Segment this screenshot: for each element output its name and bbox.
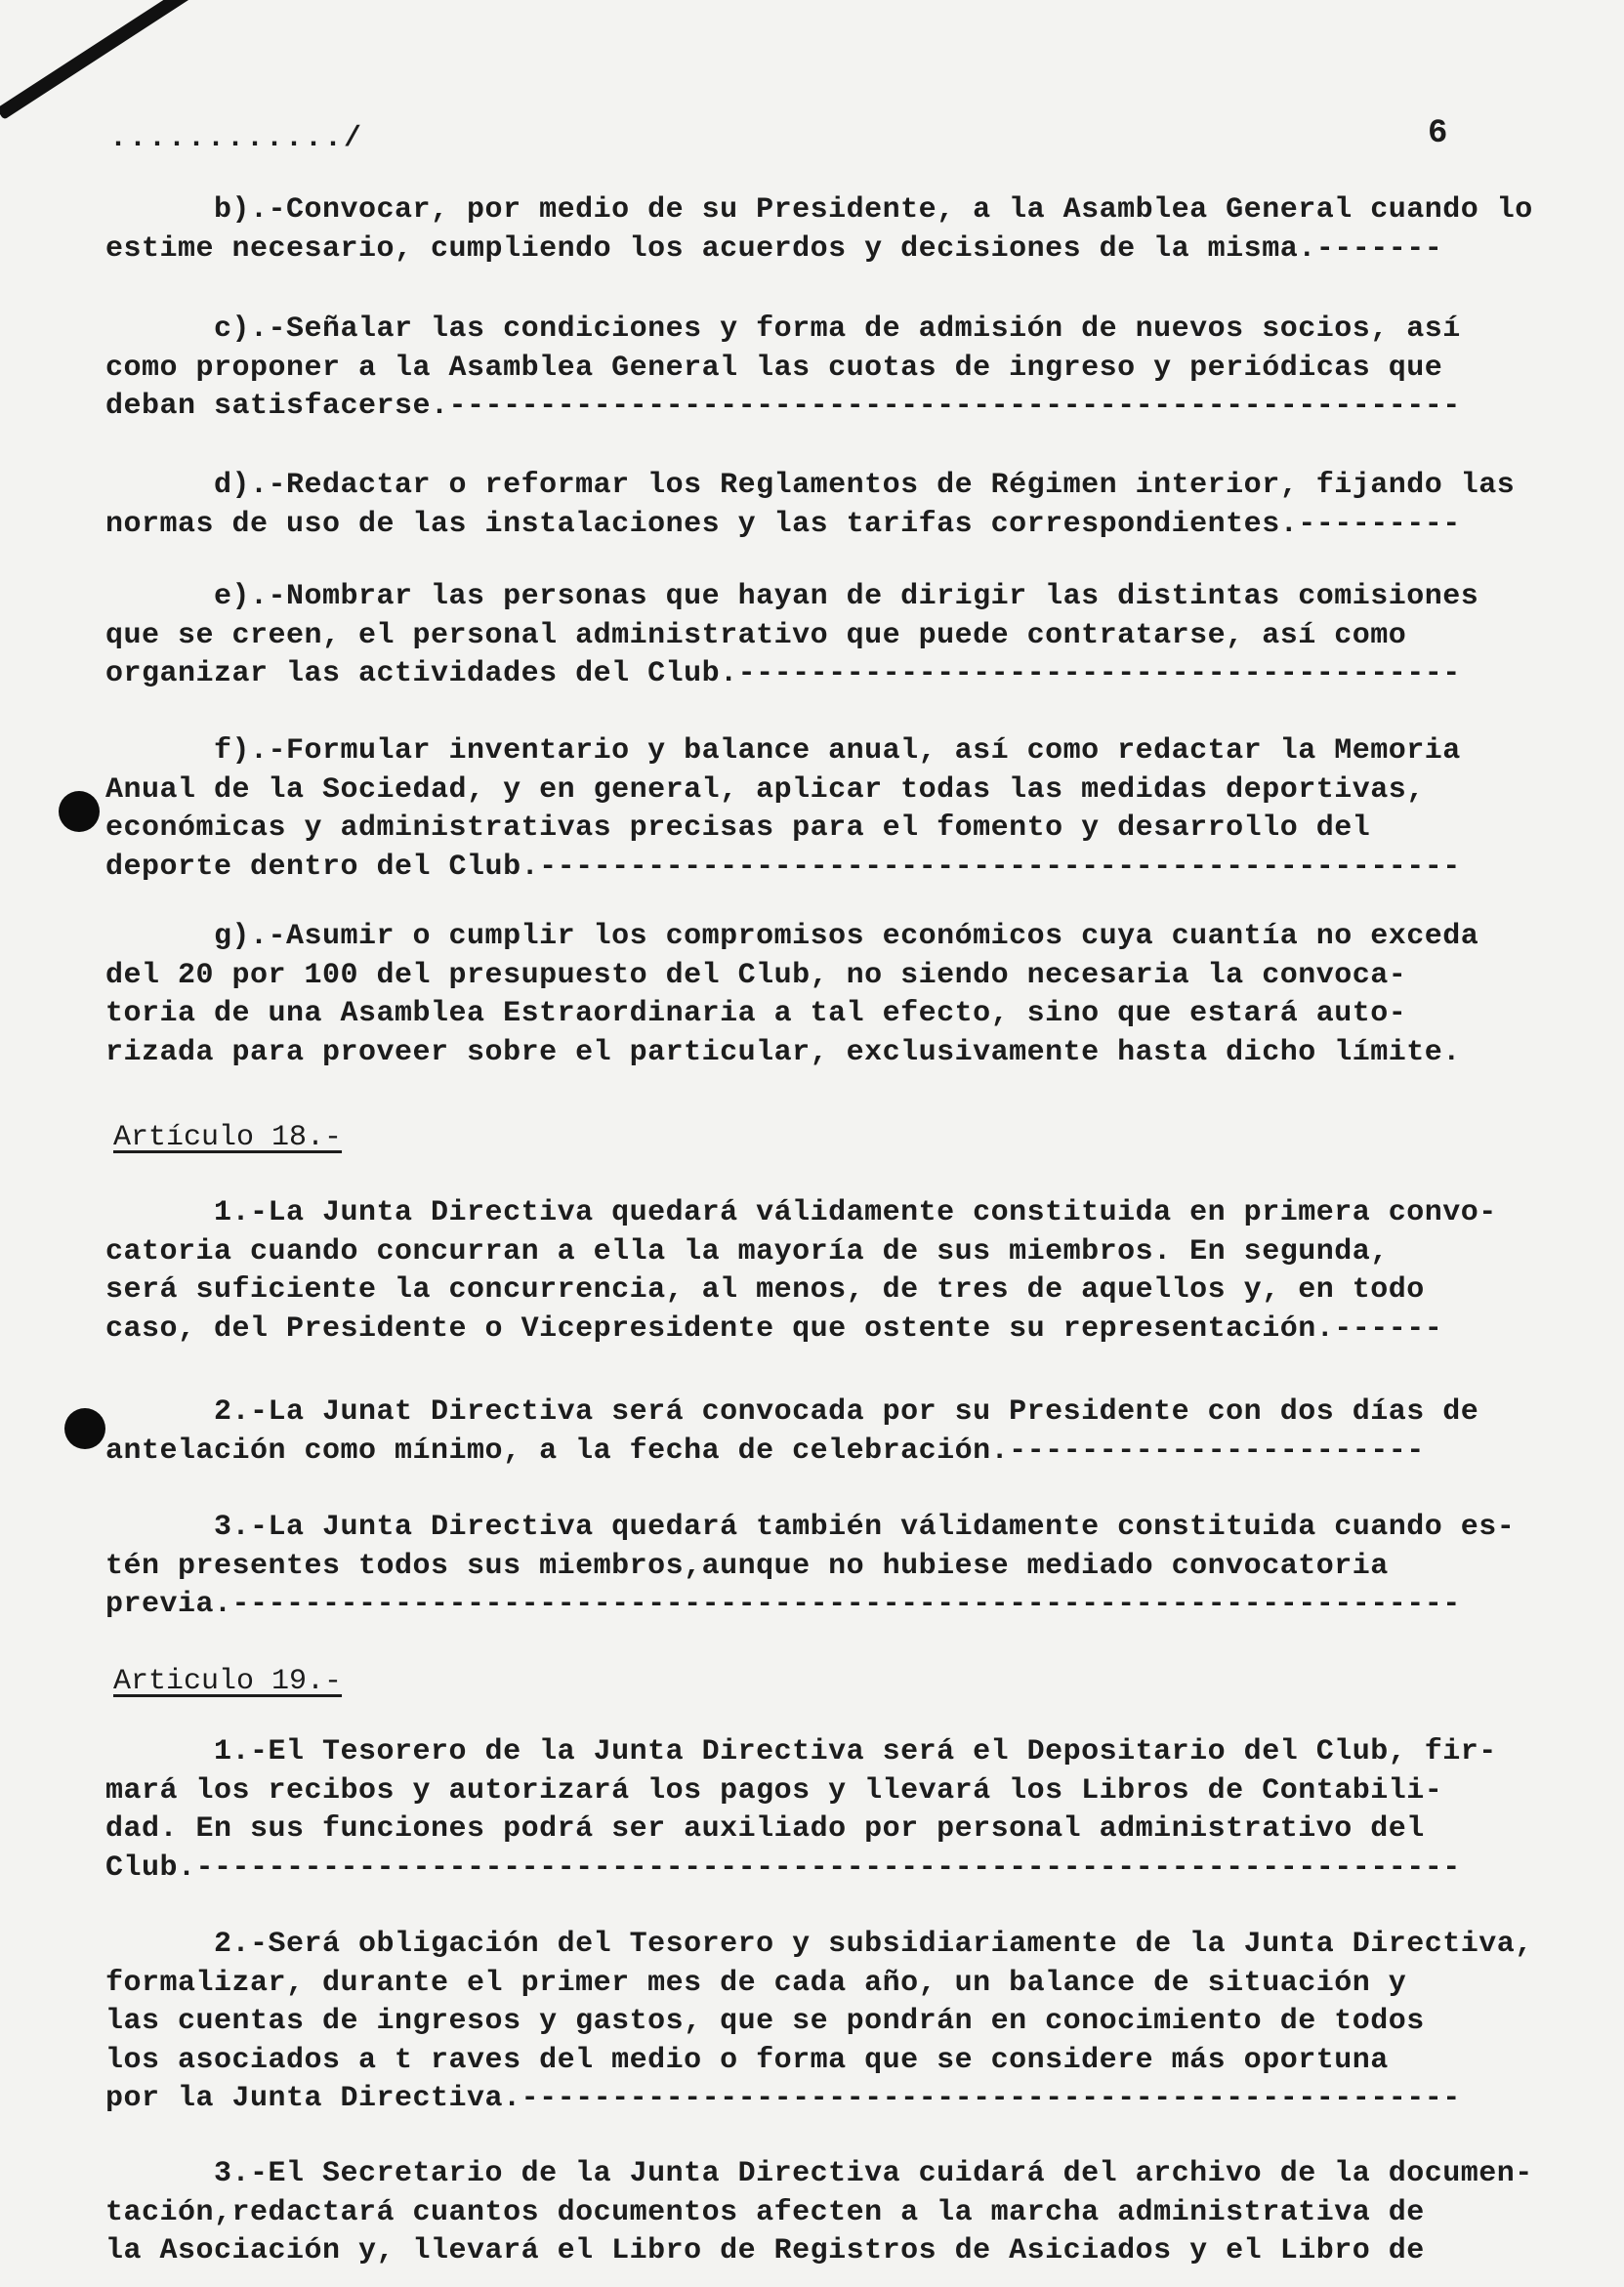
article-19-item-3 — [105, 2155, 1609, 2271]
text-line: mará los recibos y autorizará los pagos y llevará los Libros de Contabili- — [105, 1773, 1443, 1808]
text-line: formalizar, durante el primer mes de cada año, un balance de situación y — [105, 1966, 1407, 2000]
text-line: antelación como mínimo, a la fecha de celebración.----------------------- — [105, 1434, 1425, 1468]
pen-stroke-mark — [0, 0, 225, 120]
article-18-item-3 — [105, 1509, 1609, 1625]
continuation-marker: ............/ — [109, 122, 364, 155]
text-line: por la Junta Directiva.---------------------------------------------------- — [105, 2082, 1461, 2115]
text-line: previa.-------------------------------------------------------------------- — [105, 1588, 1461, 1621]
text-line: Anual de la Sociedad, y en general, aplicar todas las medidas deportivas, — [105, 772, 1425, 807]
text-line: rizada para proveer sobre el particular, exclusivamente hasta dicho límite. — [105, 1035, 1461, 1069]
article-18-item-2 — [105, 1393, 1609, 1471]
paragraph-g — [105, 918, 1609, 1072]
paragraph-f — [105, 732, 1609, 887]
text-line: 3.-El Secretario de la Junta Directiva cuidará del archivo de la documen- — [105, 2157, 1533, 2190]
text-line: d).-Redactar o reformar los Reglamentos de Régimen interior, fijando las — [105, 469, 1516, 502]
page-number: 6 — [1428, 115, 1448, 152]
text-line: c).-Señalar las condiciones y forma de admisión de nuevos socios, así — [105, 312, 1461, 346]
text-line: deporte dentro del Club.--------------------------------------------------- — [105, 850, 1461, 884]
article-18-item-1 — [105, 1194, 1609, 1349]
text-line: normas de uso de las instalaciones y las tarifas correspondientes.--------- — [105, 507, 1461, 541]
text-line: como proponer a la Asamblea General las cuotas de ingreso y periódicas que — [105, 351, 1443, 385]
text-line: estime necesario, cumpliendo los acuerdos y decisiones de la misma.------- — [105, 231, 1443, 266]
article-19-item-1 — [105, 1733, 1609, 1888]
text-line: catoria cuando concurran a ella la mayoría de sus miembros. En segunda, — [105, 1234, 1389, 1268]
paragraph-c — [105, 311, 1609, 427]
text-line: tación,redactará cuantos documentos afecten a la marcha administrativa de — [105, 2195, 1425, 2229]
text-line: los asociados a t raves del medio o forma que se considere más oportuna — [105, 2043, 1389, 2077]
text-line: 3.-La Junta Directiva quedará también válidamente constituida cuando es- — [105, 1511, 1516, 1544]
text-line: 2.-Será obligación del Tesorero y subsidiariamente de la Junta Directiva, — [105, 1928, 1533, 1961]
text-line: deban satisfacerse.-------------------------------------------------------- — [105, 390, 1461, 423]
text-line: g).-Asumir o cumplir los compromisos económicos cuya cuantía no exceda — [105, 920, 1479, 953]
text-line: económicas y administrativas precisas para el fomento y desarrollo del — [105, 811, 1371, 845]
text-line: del 20 por 100 del presupuesto del Club, no siendo necesaria la convoca- — [105, 958, 1407, 992]
text-line: 1.-El Tesorero de la Junta Directiva será el Depositario del Club, fir- — [105, 1735, 1497, 1768]
article-19-item-2 — [105, 1926, 1609, 2119]
paragraph-e — [105, 578, 1609, 694]
text-line: dad. En sus funciones podrá ser auxiliado por personal administrativo del — [105, 1812, 1425, 1846]
text-line: la Asociación y, llevará el Libro de Registros de Asiciados y el Libro de — [105, 2234, 1425, 2267]
text-line: Club.---------------------------------------------------------------------- — [105, 1850, 1461, 1885]
text-line: será suficiente la concurrencia, al menos, de tres de aquellos y, en todo — [105, 1273, 1425, 1307]
heading-article-19: Articulo 19.- — [113, 1665, 343, 1698]
paragraph-d — [105, 467, 1609, 544]
text-line: las cuentas de ingresos y gastos, que se pondrán en conocimiento de todos — [105, 2005, 1425, 2038]
text-line: 2.-La Junat Directiva será convocada por su Presidente con dos días de — [105, 1395, 1479, 1429]
text-line: tén presentes todos sus miembros,aunque no hubiese mediado convocatoria — [105, 1549, 1389, 1583]
text-line: e).-Nombrar las personas que hayan de dirigir las distintas comisiones — [105, 580, 1479, 613]
text-line: 1.-La Junta Directiva quedará válidamente constituida en primera convo- — [105, 1196, 1497, 1229]
heading-article-18: Artículo 18.- — [113, 1121, 343, 1154]
text-line: toria de una Asamblea Estraordinaria a tal efecto, sino que estará auto- — [105, 997, 1407, 1030]
binder-hole-mark — [59, 791, 100, 832]
text-line: organizar las actividades del Club.---------------------------------------- — [105, 657, 1461, 690]
text-line: b).-Convocar, por medio de su Presidente, a la Asamblea General cuando lo — [105, 193, 1533, 227]
text-line: f).-Formular inventario y balance anual, así como redactar la Memoria — [105, 734, 1461, 768]
text-line: que se creen, el personal administrativo que puede contratarse, así como — [105, 618, 1407, 652]
text-line: caso, del Presidente o Vicepresidente que ostente su representación.------ — [105, 1311, 1443, 1346]
paragraph-b — [105, 191, 1609, 269]
binder-hole-mark — [64, 1408, 105, 1449]
